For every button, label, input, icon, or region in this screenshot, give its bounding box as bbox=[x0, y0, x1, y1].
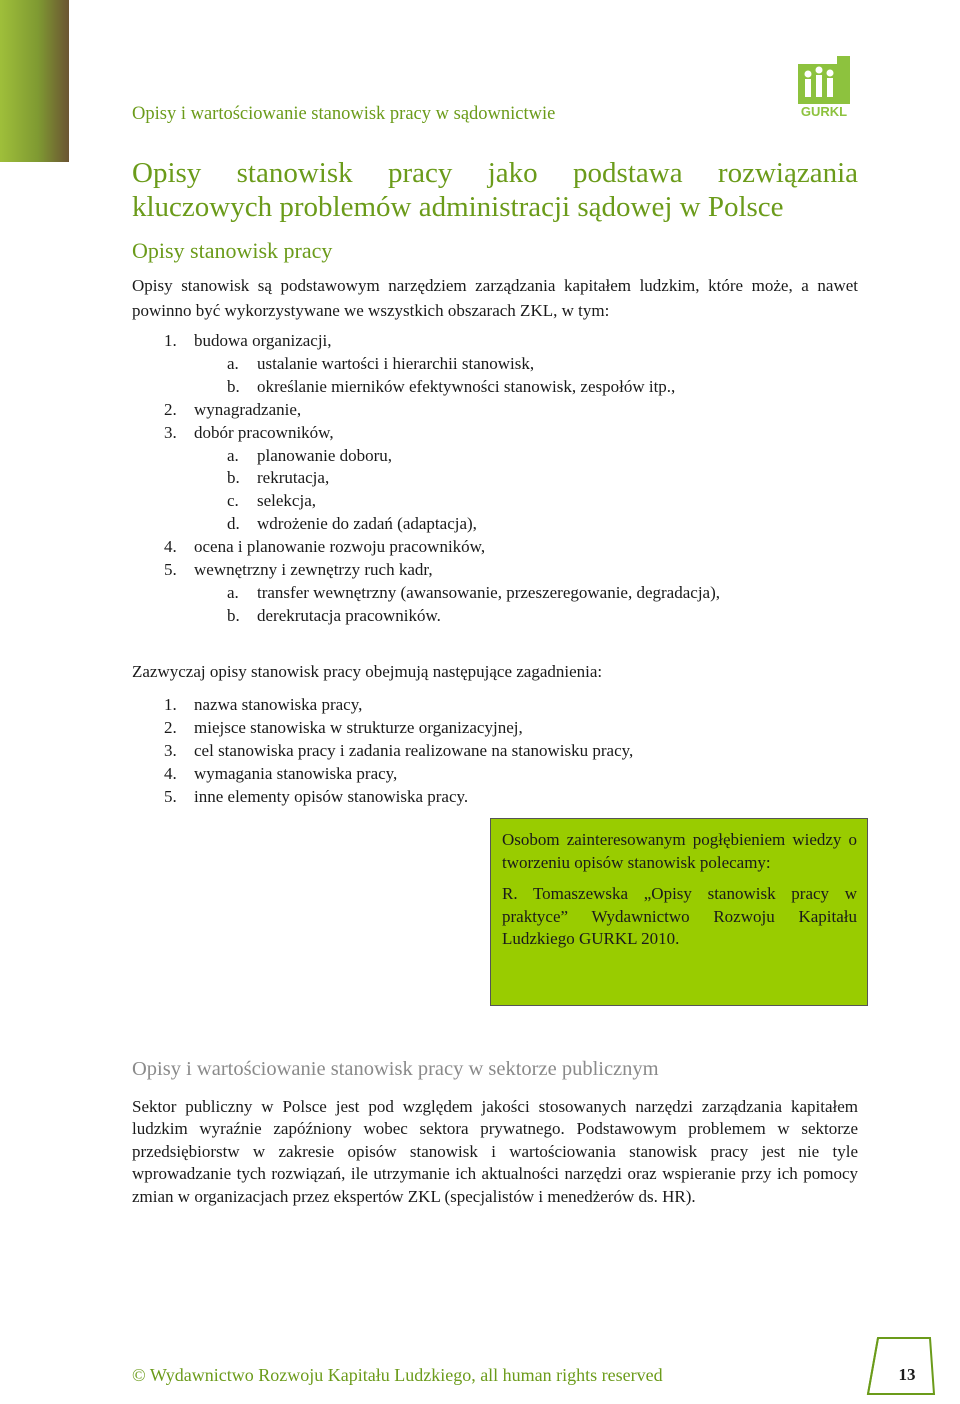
list-item-number: 4. bbox=[164, 537, 177, 557]
list-item bbox=[164, 763, 633, 786]
section-heading-job-descriptions: Opisy stanowisk pracy bbox=[132, 238, 333, 263]
list-item bbox=[164, 786, 633, 809]
list-item-number: 2. bbox=[164, 399, 177, 419]
callout-reference: R. Tomaszewska „Opisy stanowisk pracy w praktyce” Wydawnictwo Rozwoju Kapitału Ludzkiego GURKL 2010. bbox=[502, 884, 857, 948]
list-item-number: 1. bbox=[164, 695, 177, 714]
areas-list bbox=[164, 330, 720, 628]
list-item-number: 5. bbox=[164, 560, 177, 580]
list-item bbox=[164, 422, 720, 445]
corner-decoration-bar bbox=[0, 0, 69, 162]
list-item-text: cel stanowiska pracy i zadania realizowane na stanowisku pracy, bbox=[194, 740, 634, 760]
list-item-text: dobór pracowników, bbox=[194, 422, 334, 442]
list-item-number: 1. bbox=[164, 331, 177, 350]
list-item-number: 4. bbox=[164, 763, 177, 783]
list-item-text: budowa organizacji, bbox=[194, 331, 332, 350]
list-item-number: 3. bbox=[164, 422, 177, 442]
list-item bbox=[164, 740, 633, 763]
list-item-text: ustalanie wartości i hierarchii stanowisk, bbox=[257, 353, 535, 373]
list-item-text: wdrożenie do zadań (adaptacja), bbox=[257, 514, 477, 534]
topics-intro-paragraph: Zazwyczaj opisy stanowisk pracy obejmują następujące zagadnienia: bbox=[132, 662, 603, 681]
page-number: 13 bbox=[898, 1365, 916, 1384]
list-item bbox=[164, 605, 720, 628]
list-item-text: nazwa stanowiska pracy, bbox=[194, 695, 363, 714]
recommendation-callout bbox=[490, 818, 868, 1006]
list-item-text: wynagradzanie, bbox=[194, 399, 302, 419]
list-item bbox=[164, 536, 720, 559]
list-item-number: a. bbox=[227, 445, 239, 465]
callout-text: Osobom zainteresowanym pogłębieniem wiedzy o tworzeniu opisów stanowisk polecamy: bbox=[502, 830, 857, 872]
list-item bbox=[164, 513, 720, 536]
intro-paragraph: Opisy stanowisk są podstawowym narzędziem zarządzania kapitałem ludzkim, które może, a nawet powinno być wykorzystywane we wszystkich obszarach ZKL, w tym: bbox=[132, 276, 858, 320]
list-item bbox=[164, 559, 720, 582]
list-item-number: a. bbox=[227, 582, 239, 602]
list-item bbox=[164, 399, 720, 422]
public-sector-paragraph: Sektor publiczny w Polsce jest pod względem jakości stosowanych narzędzi zarządzania kapitałem ludzkim wyraźnie zapóźniony wobec sektora prywatnego. Podstawowym problemem w sektorze przedsiębiorstw w zakresie opisów stanowisk i wartościowania stanowisk pracy jest nie tyle wprowadzanie tych rozwiązań, ile utrzymanie ich aktualności narzędzi oraz wspieranie przy ich pomocy zmian w organizacjach przez ekspertów ZKL (specjalistów i menedżerów ds. HR). bbox=[132, 1097, 858, 1206]
list-item-text: derekrutacja pracowników. bbox=[257, 605, 441, 625]
list-item bbox=[164, 376, 720, 399]
list-item-text: selekcja, bbox=[257, 491, 316, 511]
list-item-number: 5. bbox=[164, 786, 177, 806]
list-item-text: planowanie doboru, bbox=[257, 445, 393, 465]
list-item-number: b. bbox=[227, 605, 240, 625]
list-item bbox=[164, 582, 720, 605]
topics-list bbox=[164, 694, 633, 809]
list-item-text: wewnętrzny i zewnętrzy ruch kadr, bbox=[194, 560, 433, 580]
list-item-number: d. bbox=[227, 514, 240, 534]
list-item bbox=[164, 445, 720, 468]
page-title: Opisy stanowisk pracy jako podstawa rozwiązania kluczowych problemów administracji sądowej w Polsce bbox=[132, 157, 858, 223]
list-item-text: wymagania stanowiska pracy, bbox=[194, 763, 398, 783]
footer-copyright: © Wydawnictwo Rozwoju Kapitału Ludzkiego, all human rights reserved bbox=[132, 1365, 663, 1385]
list-item-text: inne elementy opisów stanowiska pracy. bbox=[194, 786, 469, 806]
list-item-text: transfer wewnętrzny (awansowanie, przeszeregowanie, degradacja), bbox=[257, 582, 721, 602]
list-item bbox=[164, 467, 720, 490]
list-item bbox=[164, 330, 720, 353]
list-item bbox=[164, 353, 720, 376]
gurkl-people-logo-icon bbox=[796, 50, 852, 120]
section-heading-public-sector: Opisy i wartościowanie stanowisk pracy w sektorze publicznym bbox=[132, 1058, 659, 1080]
list-item-text: rekrutacja, bbox=[257, 468, 330, 488]
list-item-number: b. bbox=[227, 468, 240, 488]
running-header: Opisy i wartościowanie stanowisk pracy w sądownictwie bbox=[132, 104, 556, 124]
list-item-number: 2. bbox=[164, 717, 177, 737]
list-item bbox=[164, 717, 633, 740]
list-item bbox=[164, 490, 720, 513]
list-item-text: ocena i planowanie rozwoju pracowników, bbox=[194, 537, 486, 557]
list-item-text: określanie mierników efektywności stanowisk, zespołów itp., bbox=[257, 376, 676, 396]
logo-text: GURKL bbox=[800, 104, 848, 119]
list-item-number: b. bbox=[227, 376, 240, 396]
list-item-number: c. bbox=[227, 491, 239, 511]
list-item-text: miejsce stanowiska w strukturze organizacyjnej, bbox=[194, 717, 523, 737]
list-item-number: 3. bbox=[164, 740, 177, 760]
list-item-number: a. bbox=[227, 353, 239, 373]
list-item bbox=[164, 694, 633, 717]
